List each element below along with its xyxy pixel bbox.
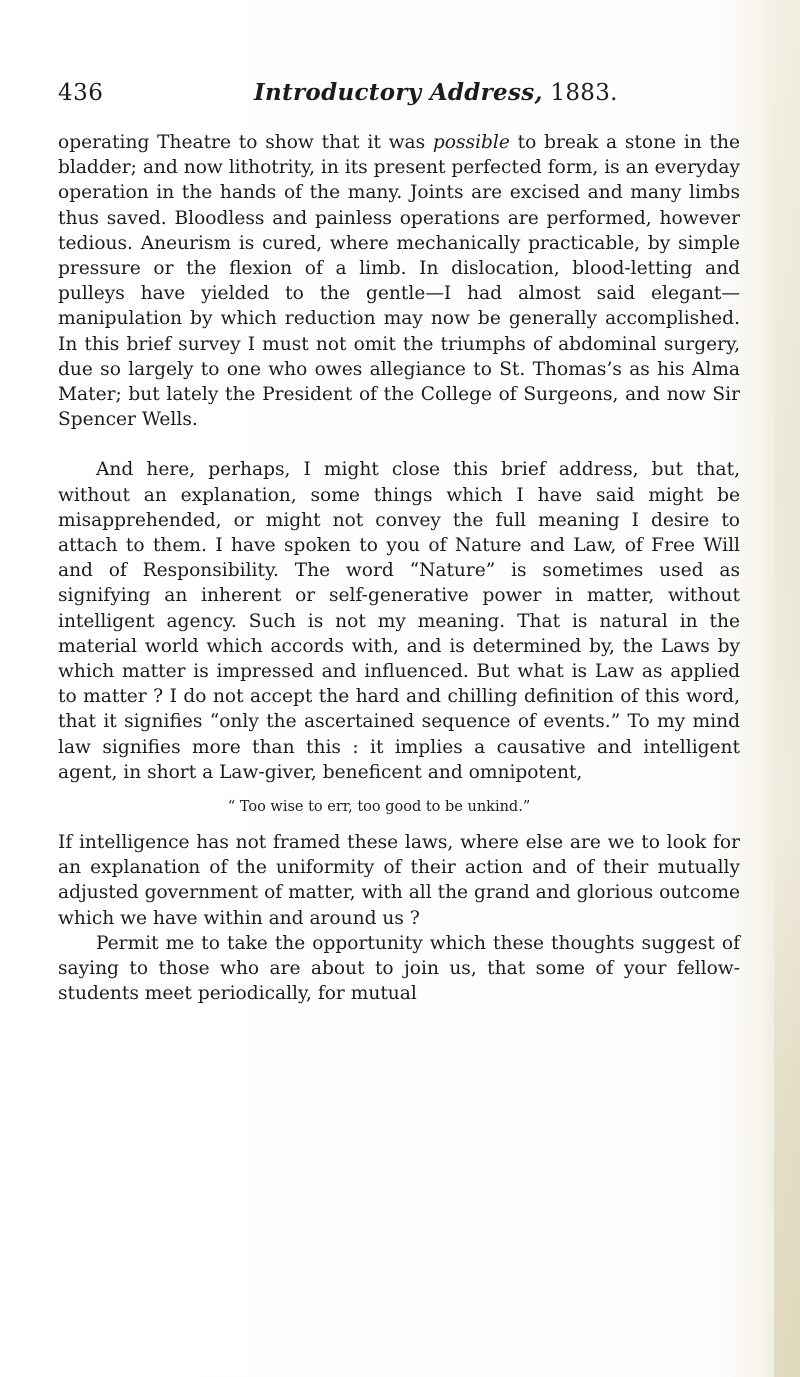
running-title [254,76,618,110]
paragraph-4: Permit me to take the opportunity which these thoughts suggest of saying to those who are about to join us, that some of your fellow-students meet periodically, for mutual [58,932,740,1005]
running-year: 1883. [542,80,618,106]
paragraph-2: And here, perhaps, I might close this brief address, but that, without an explanation, some things which I have said might be misapprehended, or might not convey the full meaning I desire to attach to them. I have spoken to you of Nature and Law, of Free Will and of Responsibility. The word “Nature” is sometimes used as signifying an inherent or self-generative power in matter, without intelligent agency. Such is not my meaning. That is natural in the material world which accords with, and is determined by, the Laws by which matter is impressed and influenced. But what is Law as applied to matter ? I do not accept the hard and chilling definition of this word, that it signifies “only the ascertained sequence of events.” To my mind law signifies more than this : it implies a causative and intelligent agent, in short a Law-giver, beneficent and omnipotent, [58,459,740,783]
running-title-text: Introductory Address, [254,79,543,106]
emphasis-possible: possible [432,132,510,153]
paragraph-1-rest: to break a stone in the bladder; and now lithotrity, in its present perfected form, is an everyday operation in the hands of the many. Joints are excised and many limbs thus saved. Bloodless and painless operations are performed, however tedious. Aneurism is cured, where mechanically practicable, by simple pressure or the flexion of a limb. In dislocation, blood-letting and pulleys have yielded to the gentle—I had almost said elegant—manipulation by which reduction may now be generally accomplished. In this brief survey I must not omit the triumphs of abdominal surgery, due so largely to one who owes allegiance to St. Thomas’s as his Alma Mater; but lately the President of the College of Surgeons, and now Sir Spencer Wells. [58,132,741,431]
paragraph-1 [58,130,740,432]
paragraph-1-start: operating Theatre to show that it was [58,132,433,153]
paragraph-3: If intelligence has not framed these laws, where else are we to look for an explanation of the uniformity of their action and of their mutually adjusted government of matter, with all the grand and glorious outcome which we have within and around us ? [58,832,740,929]
running-header [58,76,738,110]
page-edge-shadow [774,0,800,1377]
page-number: 436 [58,80,104,106]
body-text [58,130,740,1007]
block-quote: “ Too wise to err, too good to be unkind.” [227,799,531,816]
